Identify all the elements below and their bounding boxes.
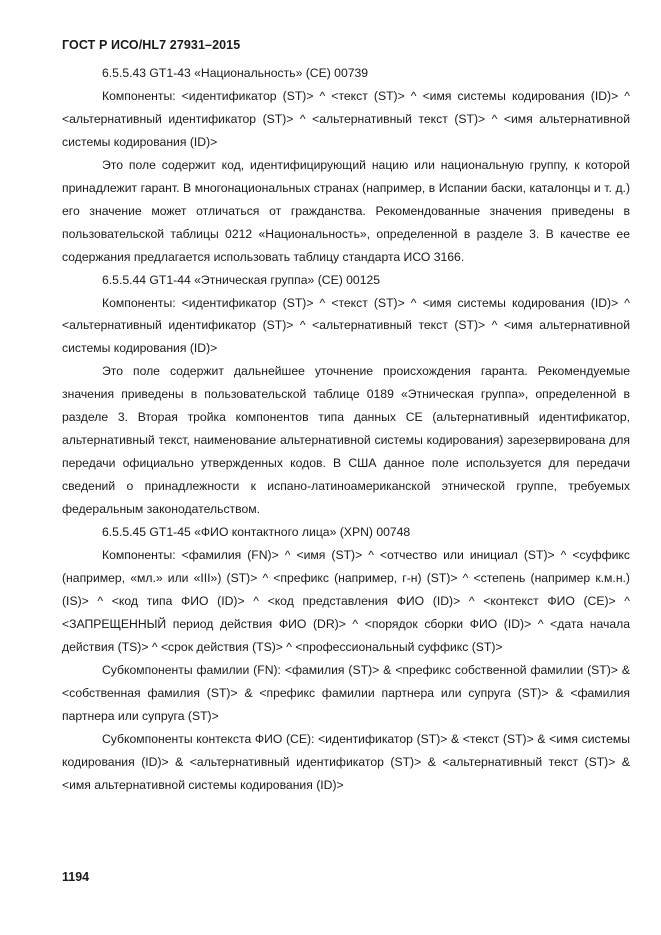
components-paragraph: Компоненты: <идентификатор (ST)> ^ <текст (ST)> ^ <имя системы кодирования (ID)> ^ <альтернативный идентификатор (ST)> ^ <альтернативный текст (ST)> ^ <имя альтернативной системы кодирования (ID)> <box>62 88 630 149</box>
page-number: 1194 <box>62 870 90 884</box>
body-paragraph: Это поле содержит дальнейшее уточнение происхождения гаранта. Рекомендуемые значения приведены в пользовательской таблице 0189 «Этническая группа», определенной в разделе 3. Вторая тройка компонентов типа данных CE (альтернативный идентификатор, альтернативный текст, наименование альтернативной системы кодирования) зарезервирована для передачи официально утвержденных кодов. В США данное поле используется для передачи сведений о принадлежности к испано-латиноамериканской этнической группе, требуемых федеральным законодательством. <box>62 364 630 517</box>
components-paragraph: Компоненты: <идентификатор (ST)> ^ <текст (ST)> ^ <имя системы кодирования (ID)> ^ <альтернативный идентификатор (ST)> ^ <альтернативный текст (ST)> ^ <имя альтернативной системы кодирования (ID)> <box>62 295 630 356</box>
standard-header: ГОСТ Р ИСО/HL7 27931–2015 <box>62 38 241 52</box>
components-paragraph: Компоненты: <фамилия (FN)> ^ <имя (ST)> ^ <отчество или инициал (ST)> ^ <суффикс (например, «мл.» или «III») (ST)> ^ <префикс (например, г-н) (ST)> ^ <степень (например к.м.н.) (IS)> ^ <код типа ФИО (ID)> ^ <код представления ФИО (ID)> ^ <контекст ФИО (CE)> ^ <ЗАПРЕЩЕННЫЙ период действия ФИО (DR)> ^ <порядок сборки ФИО (ID)> ^ <дата начала действия (TS)> ^ <срок действия (TS)> ^ <профессиональный суффикс (ST)> <box>62 548 630 654</box>
section-heading-6-5-5-45: 6.5.5.45 GT1-45 «ФИО контактного лица» (XPN) 00748 <box>102 525 411 540</box>
section-heading-6-5-5-43: 6.5.5.43 GT1-43 «Национальность» (CE) 00739 <box>102 66 369 80</box>
body-paragraph: Это поле содержит код, идентифицирующий нацию или национальную группу, к которой принадлежит гарант. В многонациональных странах (например, в Испании баски, каталонцы и т. д.) его значение может отличаться от гражданства. Рекомендованные значения приведены в пользовательской таблицы 0212 «Национальность», определенной в разделе 3. В качестве ее содержания предлагается использовать таблицу стандарта ИСО 3166. <box>62 157 630 264</box>
subcomponents-paragraph: Субкомпоненты фамилии (FN): <фамилия (ST)> & <префикс собственной фамилии (ST)> & <собственная фамилия (ST)> & <префикс фамилии партнера или супруга (ST)> & <фамилия партнера или супруга (ST)> <box>62 662 630 723</box>
document-body <box>62 62 630 797</box>
section-heading-6-5-5-44: 6.5.5.44 GT1-44 «Этническая группа» (CE) 00125 <box>102 272 381 287</box>
subcomponents-paragraph: Субкомпоненты контекста ФИО (CE): <идентификатор (ST)> & <текст (ST)> & <имя системы кодирования (ID)> & <альтернативный идентификатор (ST)> & <альтернативный текст (ST)> & <имя альтернативной системы кодирования (ID)> <box>62 731 630 792</box>
